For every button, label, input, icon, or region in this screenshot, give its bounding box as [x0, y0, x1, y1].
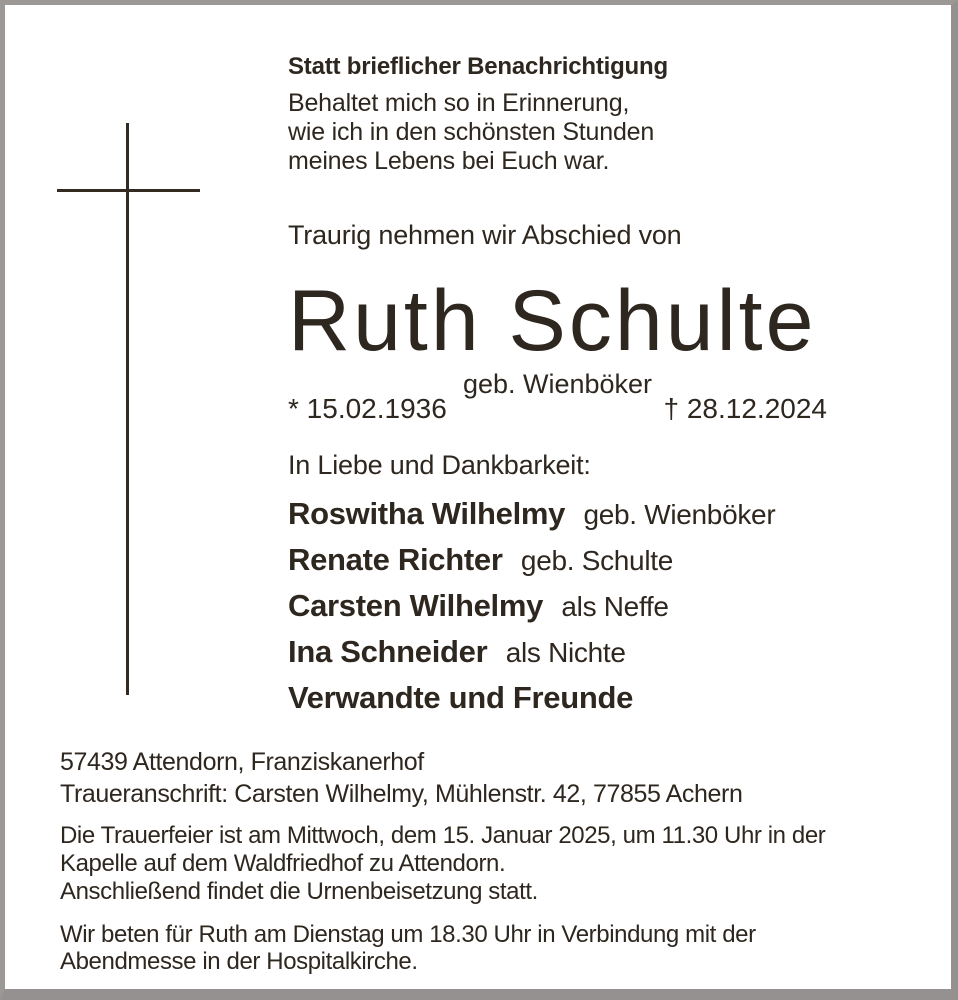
mourner-row [288, 675, 775, 721]
mourner-suffix: als Nichte [505, 637, 626, 668]
mourner-name: Ina Schneider [288, 634, 488, 669]
cross-vertical-bar [126, 123, 129, 695]
funeral-line: Die Trauerfeier ist am Mittwoch, dem 15. Januar 2025, um 11.30 Uhr in der [60, 822, 826, 849]
maiden-name: geb. Wienböker [462, 369, 653, 399]
address-line: Traueranschrift: Carsten Wilhelmy, Mühlenstr. 42, 77855 Achern [60, 780, 743, 808]
mourner-suffix: als Neffe [561, 591, 669, 622]
mourner-row [288, 583, 775, 629]
memorial-verse [288, 89, 654, 176]
mourner-row [288, 537, 775, 583]
address-block [60, 746, 742, 810]
funeral-info-block [60, 822, 825, 906]
mourner-row [288, 629, 775, 675]
preface-line: Statt brieflicher Benachrichtigung [288, 53, 668, 80]
verse-line: Behaltet mich so in Erinnerung, [288, 89, 630, 117]
verse-line: meines Lebens bei Euch war. [288, 147, 610, 175]
mourner-name: Carsten Wilhelmy [288, 588, 544, 623]
funeral-line: Kapelle auf dem Waldfriedhof zu Attendorn. [60, 850, 506, 877]
prayer-line: Wir beten für Ruth am Dienstag um 18.30 Uhr in Verbindung mit der [60, 921, 756, 948]
mourners-list [288, 491, 775, 721]
mourner-name: Verwandte und Freunde [288, 680, 634, 715]
mourner-suffix: geb. Schulte [520, 545, 673, 576]
mourner-name: Roswitha Wilhelmy [288, 496, 566, 531]
life-dates [288, 393, 827, 425]
farewell-line: In Liebe und Dankbarkeit: [288, 450, 591, 480]
mourner-row [288, 491, 775, 537]
mourner-name: Renate Richter [288, 542, 503, 577]
funeral-line: Anschließend findet die Urnenbeisetzung statt. [60, 878, 538, 905]
mourner-suffix: geb. Wienböker [583, 499, 776, 530]
address-line: 57439 Attendorn, Franziskanerhof [60, 748, 424, 776]
birth-date: * 15.02.1936 [288, 393, 447, 424]
verse-line: wie ich in den schönsten Stunden [288, 118, 655, 146]
deceased-name: Ruth Schulte [288, 273, 817, 369]
death-date: † 28.12.2024 [663, 393, 827, 424]
prayer-line: Abendmesse in der Hospitalkirche. [60, 948, 418, 975]
announcement-line: Traurig nehmen wir Abschied von [288, 220, 682, 250]
prayer-info-block [60, 921, 756, 975]
cross-horizontal-bar [57, 189, 200, 192]
